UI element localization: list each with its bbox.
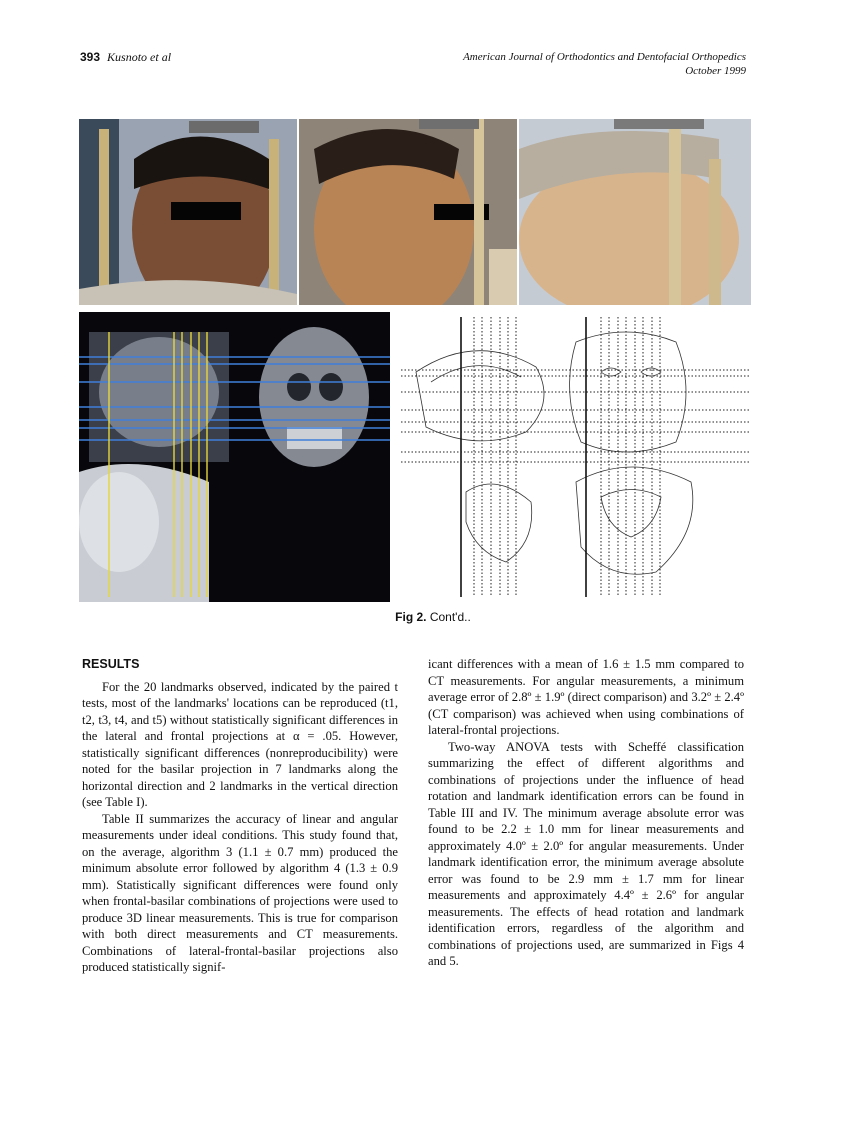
photo-basilar-view bbox=[519, 119, 751, 305]
paragraph: Two-way ANOVA tests with Scheffé classification summarizing the effect of different algorithms and combinations of projections under the influence of head rotation and landmark identification errors can be found in Table III and IV. The minimum average absolute error was found to be 2.2 ± 1.0 mm for linear measurements and approximately 4.0º ± 2.0º for angular measurements. Under landmark identification error, the minimum average absolute error was found to be 2.9 mm ± 1.7 mm for linear measurements and approximately 4.4º ± 2.6º for angular measurements. The effects of head rotation and landmark identification errors, regardless of the algorithm and combinations of projections used, are summarized in Figs 4 and 5. bbox=[428, 739, 744, 968]
text-column-left bbox=[82, 656, 398, 976]
paragraph: For the 20 landmarks observed, indicated by the paired t tests, most of the landmarks' locations can be reproduced (t1, t2, t3, t4, and t5) without statistically significant differences in the lateral and frontal projections at α = .05. However, statistically significant differences (nonreproducibility) were noted for the basilar projection in 7 landmarks along the horizontal direction and 2 landmarks in the vertical direction (see Table I). bbox=[82, 679, 398, 809]
tracing-illustration bbox=[396, 312, 751, 602]
paragraph: Table II summarizes the accuracy of linear and angular measurements under ideal conditions. This study found that, on the average, algorithm 3 (1.1 ± 0.7 mm) produced the minimum absolute error followed by algorithm 4 (1.3 ± 0.9 mm). Statistically significant differences were found only when frontal-basilar combinations of projections were used to produce 3D linear measurements. This is true for comparison with both direct measurements and CT measurements. Combinations of lateral-frontal-basilar projections also produced statistically signif- bbox=[82, 811, 398, 974]
photo-frontal-view bbox=[79, 119, 297, 305]
caption-label: Fig 2. bbox=[395, 610, 427, 624]
running-header-left bbox=[80, 50, 171, 65]
basilar-photo-illustration bbox=[519, 119, 751, 305]
radiograph-composite bbox=[79, 312, 390, 602]
figure-caption bbox=[0, 610, 866, 624]
caption-text: Cont'd.. bbox=[426, 610, 471, 624]
journal-name: American Journal of Orthodontics and Dentofacial Orthopedics bbox=[463, 51, 746, 63]
issue-date: October 1999 bbox=[685, 65, 746, 77]
figure-2-continued bbox=[79, 119, 751, 602]
paragraph: icant differences with a mean of 1.6 ± 1.5 mm compared to CT measurements. For angular measurements, a minimum average error of 2.8º ± 1.9º (direct comparison) and 3.2º ± 2.4º (CT comparison) was achieved when using combinations of lateral-frontal projections. bbox=[428, 657, 744, 737]
photo-lateral-view bbox=[299, 119, 517, 305]
page-number: 393 bbox=[80, 50, 101, 64]
section-heading: RESULTS bbox=[82, 657, 140, 671]
text-column-right bbox=[428, 656, 744, 970]
running-authors: Kusnoto et al bbox=[107, 50, 172, 64]
frontal-photo-illustration bbox=[79, 119, 297, 305]
lateral-photo-illustration bbox=[299, 119, 517, 305]
cephalometric-tracing bbox=[396, 312, 751, 602]
running-header-right bbox=[463, 50, 746, 78]
radiograph-illustration bbox=[79, 312, 390, 602]
